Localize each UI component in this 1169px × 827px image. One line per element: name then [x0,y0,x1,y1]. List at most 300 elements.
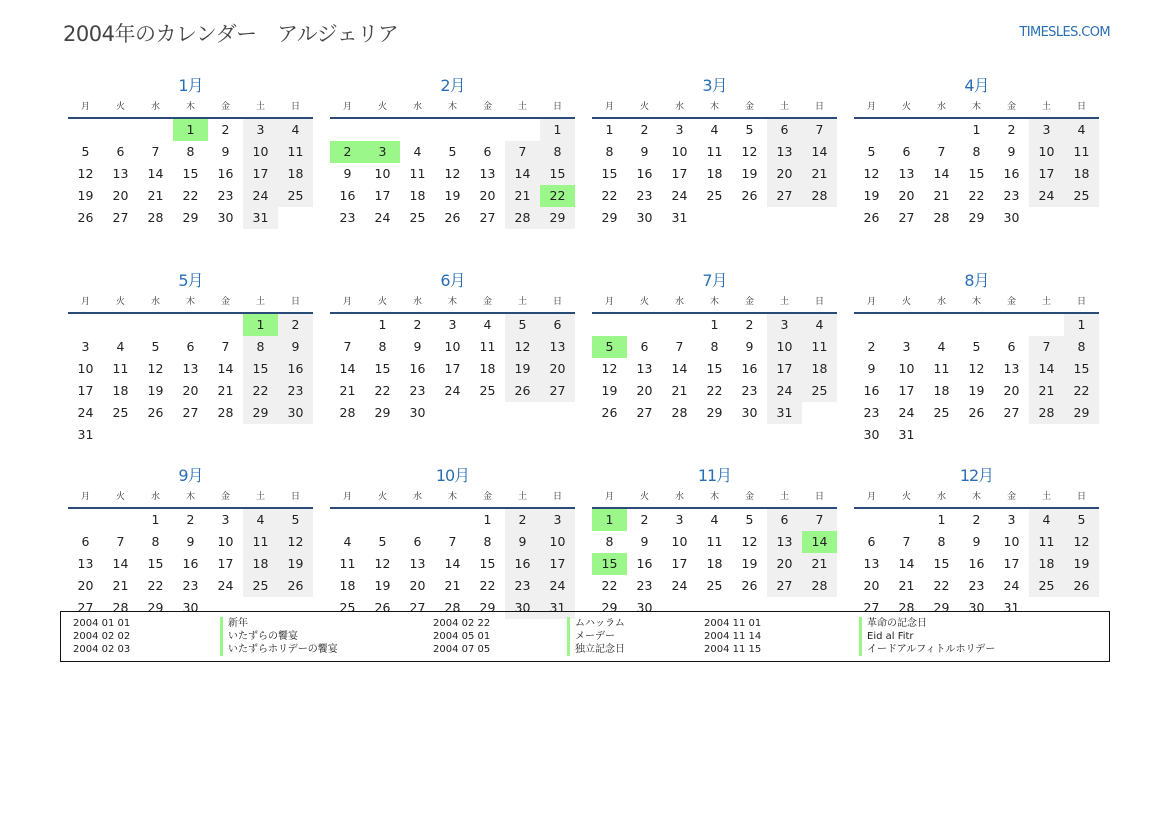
day-cell: 27 [767,575,802,597]
empty-cell [435,119,470,141]
holiday-date: 2004 02 22 [433,618,491,629]
holiday-name: 革命の記念日 [859,617,995,630]
day-cell: 25 [1029,575,1064,597]
holiday-day: 5 [592,336,627,358]
day-cell: 30 [182,600,199,615]
weekday-label: 木 [447,297,457,307]
day-cell: 26 [601,405,618,420]
day-grid [330,119,575,229]
day-cell: 10 [898,361,915,376]
day-cell: 14 [147,166,164,181]
weekday-label: 金 [744,492,754,502]
day-cell: 24 [767,380,802,402]
day-cell: 26 [968,405,985,420]
day-cell: 2 [1007,122,1016,137]
day-cell: 6 [81,534,90,549]
day-cell: 21 [217,383,234,398]
day-cell: 23 [182,578,199,593]
weekday-label: 木 [447,102,457,112]
day-cell: 20 [112,188,129,203]
day-cell: 6 [767,509,802,531]
day-cell: 18 [1029,553,1064,575]
month-calendar [330,74,575,267]
weekday-label: 日 [290,492,300,502]
day-cell: 10 [243,141,278,163]
weekday-label: 水 [936,492,946,502]
day-cell: 9 [640,144,649,159]
weekday-header [68,488,313,509]
weekday-label: 月 [80,297,90,307]
month-calendar [592,74,837,267]
day-cell: 10 [217,534,234,549]
day-cell: 17 [217,556,234,571]
holiday-day: 1 [173,119,208,141]
day-cell: 5 [448,144,457,159]
day-cell: 4 [710,512,719,527]
holiday-name: いたずらホリデーの饗宴 [220,643,338,656]
empty-cell [330,314,365,336]
day-cell: 24 [374,210,391,225]
day-cell: 30 [636,210,653,225]
weekday-label: 月 [866,102,876,112]
day-cell: 4 [1029,509,1064,531]
day-grid [592,509,837,619]
day-cell: 28 [217,405,234,420]
day-cell: 31 [77,427,94,442]
day-grid [854,314,1099,446]
weekday-label: 月 [604,492,614,502]
day-cell: 1 [972,122,981,137]
day-cell: 26 [741,578,758,593]
day-cell: 8 [186,144,195,159]
day-cell: 16 [339,188,356,203]
day-cell: 30 [1003,210,1020,225]
weekday-label: 土 [255,492,265,502]
day-cell: 20 [636,383,653,398]
day-cell: 27 [182,405,199,420]
day-cell: 15 [601,166,618,181]
day-cell: 8 [605,144,614,159]
day-cell: 6 [186,339,195,354]
day-cell: 3 [540,509,575,531]
weekday-label: 金 [220,492,230,502]
empty-cell [435,509,470,531]
month-calendar [592,269,837,462]
day-cell: 22 [182,188,199,203]
day-cell: 29 [147,600,164,615]
day-cell: 3 [1007,512,1016,527]
day-cell: 28 [444,600,461,615]
weekday-label: 火 [901,492,911,502]
empty-cell [924,119,959,141]
weekday-label: 火 [639,297,649,307]
day-cell: 7 [802,119,837,141]
day-cell: 31 [540,597,575,619]
day-cell: 8 [1064,336,1099,358]
day-cell: 24 [1003,578,1020,593]
day-cell: 25 [243,575,278,597]
day-cell: 18 [802,358,837,380]
day-cell: 6 [116,144,125,159]
day-cell: 24 [671,578,688,593]
day-cell: 6 [902,144,911,159]
day-cell: 7 [221,339,230,354]
day-cell: 19 [741,556,758,571]
day-cell: 28 [339,405,356,420]
day-cell: 1 [605,122,614,137]
calendar-grid [68,74,1099,657]
weekday-label: 火 [115,102,125,112]
day-cell: 7 [902,534,911,549]
weekday-label: 火 [377,492,387,502]
day-cell: 18 [278,163,313,185]
day-cell: 30 [409,405,426,420]
day-cell: 18 [409,188,426,203]
day-cell: 15 [968,166,985,181]
empty-cell [68,509,103,531]
month-name: 11月 [697,466,732,485]
holiday-date: 2004 02 02 [73,631,131,642]
day-cell: 7 [505,141,540,163]
day-cell: 8 [972,144,981,159]
holiday-name: 新年 [220,617,338,630]
day-cell: 19 [77,188,94,203]
day-cell: 28 [933,210,950,225]
empty-cell [103,314,138,336]
day-cell: 23 [409,383,426,398]
day-cell: 23 [636,578,653,593]
day-cell: 25 [933,405,950,420]
holiday-name: 独立記念日 [567,643,625,656]
day-cell: 14 [339,361,356,376]
weekday-label: 水 [412,297,422,307]
day-cell: 25 [706,188,723,203]
weekday-label: 土 [255,102,265,112]
weekday-header [330,293,575,314]
day-cell: 29 [243,402,278,424]
day-cell: 29 [968,210,985,225]
weekday-label: 土 [779,297,789,307]
day-cell: 2 [972,512,981,527]
site-link[interactable]: TIMESLES.COM [1019,25,1110,40]
day-cell: 17 [540,553,575,575]
empty-cell [138,314,173,336]
day-cell: 20 [479,188,496,203]
day-cell: 21 [1029,380,1064,402]
weekday-label: 水 [674,492,684,502]
weekday-label: 木 [709,297,719,307]
day-cell: 23 [278,380,313,402]
weekday-label: 水 [150,492,160,502]
weekday-label: 木 [709,102,719,112]
day-cell: 17 [671,166,688,181]
weekday-label: 金 [1006,492,1016,502]
day-cell: 16 [741,361,758,376]
weekday-label: 月 [80,492,90,502]
holiday-date: 2004 11 14 [704,631,762,642]
weekday-label: 木 [185,102,195,112]
day-cell: 4 [278,119,313,141]
day-cell: 26 [77,210,94,225]
day-cell: 29 [374,405,391,420]
holiday-day: 3 [365,141,400,163]
day-cell: 3 [448,317,457,332]
day-grid [330,509,575,619]
day-cell: 8 [483,534,492,549]
weekday-header [330,98,575,119]
weekday-label: 月 [80,102,90,112]
day-grid [854,119,1099,229]
day-cell: 15 [147,556,164,571]
day-cell: 24 [898,405,915,420]
day-cell: 21 [147,188,164,203]
holiday-day: 2 [330,141,365,163]
weekday-header [68,293,313,314]
day-cell: 26 [278,575,313,597]
day-cell: 21 [671,383,688,398]
day-cell: 18 [243,553,278,575]
day-cell: 11 [339,556,356,571]
day-cell: 11 [933,361,950,376]
day-cell: 17 [444,361,461,376]
day-cell: 12 [601,361,618,376]
day-cell: 19 [601,383,618,398]
empty-cell [330,509,365,531]
empty-cell [400,119,435,141]
day-cell: 10 [767,336,802,358]
weekday-label: 日 [814,102,824,112]
day-cell: 1 [710,317,719,332]
day-cell: 29 [1064,402,1099,424]
weekday-label: 金 [1006,102,1016,112]
day-cell: 28 [802,575,837,597]
weekday-label: 金 [482,492,492,502]
day-cell: 29 [479,600,496,615]
day-cell: 20 [409,578,426,593]
day-cell: 26 [147,405,164,420]
day-cell: 17 [374,188,391,203]
empty-cell [400,509,435,531]
month-calendar [854,74,1099,267]
day-cell: 11 [1029,531,1064,553]
day-cell: 27 [636,405,653,420]
day-cell: 4 [483,317,492,332]
day-cell: 24 [77,405,94,420]
day-cell: 4 [802,314,837,336]
day-cell: 10 [671,534,688,549]
day-cell: 28 [112,600,129,615]
month-name: 9月 [178,466,203,485]
empty-cell [68,119,103,141]
weekday-header [854,293,1099,314]
weekday-label: 金 [220,297,230,307]
weekday-label: 月 [342,102,352,112]
day-cell: 10 [1029,141,1064,163]
day-cell: 12 [77,166,94,181]
day-cell: 12 [741,144,758,159]
day-cell: 24 [444,383,461,398]
weekday-label: 月 [604,102,614,112]
day-cell: 16 [409,361,426,376]
day-cell: 5 [81,144,90,159]
holiday-day: 1 [592,509,627,531]
day-cell: 16 [505,553,540,575]
day-cell: 23 [1003,188,1020,203]
day-cell: 5 [505,314,540,336]
empty-cell [854,119,889,141]
day-cell: 24 [671,188,688,203]
day-cell: 10 [1003,534,1020,549]
day-cell: 27 [479,210,496,225]
holiday-date: 2004 05 01 [433,631,491,642]
empty-cell [103,119,138,141]
day-cell: 22 [147,578,164,593]
day-cell: 31 [1003,600,1020,615]
day-cell: 6 [640,339,649,354]
day-cell: 23 [636,188,653,203]
day-cell: 4 [1064,119,1099,141]
day-cell: 30 [505,597,540,619]
day-cell: 11 [479,339,496,354]
day-cell: 20 [863,578,880,593]
day-cell: 16 [636,166,653,181]
day-cell: 19 [741,166,758,181]
holiday-day: 15 [592,553,627,575]
day-cell: 18 [112,383,129,398]
weekday-label: 日 [1076,492,1086,502]
day-grid [330,314,575,424]
day-cell: 2 [186,512,195,527]
empty-cell [959,314,994,336]
day-cell: 16 [1003,166,1020,181]
weekday-label: 日 [1076,102,1086,112]
weekday-label: 木 [185,492,195,502]
day-cell: 13 [898,166,915,181]
holiday-day: 22 [540,185,575,207]
day-cell: 26 [374,600,391,615]
day-cell: 9 [278,336,313,358]
weekday-label: 日 [290,297,300,307]
day-cell: 18 [339,578,356,593]
month-calendar [330,269,575,462]
day-cell: 18 [706,556,723,571]
day-cell: 30 [741,405,758,420]
day-cell: 25 [1064,185,1099,207]
weekday-label: 月 [866,297,876,307]
day-cell: 7 [1029,336,1064,358]
day-cell: 24 [243,185,278,207]
day-cell: 5 [378,534,387,549]
empty-cell [208,314,243,336]
day-cell: 26 [505,380,540,402]
empty-cell [505,119,540,141]
day-cell: 13 [863,556,880,571]
weekday-label: 日 [552,492,562,502]
day-cell: 12 [505,336,540,358]
weekday-label: 水 [936,102,946,112]
weekday-label: 火 [639,492,649,502]
day-cell: 3 [221,512,230,527]
day-grid [592,119,837,229]
day-cell: 23 [863,405,880,420]
day-cell: 8 [710,339,719,354]
day-cell: 19 [444,188,461,203]
day-cell: 9 [505,531,540,553]
day-cell: 11 [802,336,837,358]
day-cell: 14 [505,163,540,185]
day-cell: 3 [902,339,911,354]
day-cell: 26 [863,210,880,225]
day-cell: 21 [933,188,950,203]
weekday-label: 土 [517,492,527,502]
day-cell: 11 [706,534,723,549]
day-cell: 5 [867,144,876,159]
day-cell: 5 [278,509,313,531]
day-cell: 22 [374,383,391,398]
day-cell: 27 [540,380,575,402]
day-cell: 2 [413,317,422,332]
holiday-date: 2004 02 03 [73,644,131,655]
weekday-label: 木 [709,492,719,502]
empty-cell [924,314,959,336]
day-cell: 2 [505,509,540,531]
day-cell: 12 [374,556,391,571]
day-cell: 14 [671,361,688,376]
day-cell: 6 [767,119,802,141]
weekday-header [592,293,837,314]
day-cell: 28 [505,207,540,229]
day-cell: 15 [540,163,575,185]
weekday-label: 水 [936,297,946,307]
day-cell: 6 [540,314,575,336]
day-grid [68,119,313,229]
day-cell: 12 [968,361,985,376]
day-cell: 23 [217,188,234,203]
weekday-header [854,98,1099,119]
day-grid [592,314,837,424]
holiday-date: 2004 11 01 [704,618,762,629]
day-cell: 7 [116,534,125,549]
day-cell: 27 [409,600,426,615]
day-cell: 16 [636,556,653,571]
day-cell: 17 [767,358,802,380]
day-cell: 19 [147,383,164,398]
weekday-label: 月 [342,297,352,307]
empty-cell [365,119,400,141]
holiday-date: 2004 07 05 [433,644,491,655]
day-cell: 20 [767,553,802,575]
day-cell: 3 [675,122,684,137]
day-cell: 3 [675,512,684,527]
day-cell: 18 [479,361,496,376]
day-cell: 16 [278,358,313,380]
weekday-label: 日 [552,102,562,112]
day-cell: 2 [745,317,754,332]
weekday-label: 土 [1041,492,1051,502]
holiday-date: 2004 01 01 [73,618,131,629]
weekday-label: 水 [674,102,684,112]
day-cell: 10 [540,531,575,553]
holiday-name: ムハッラム [567,617,625,630]
day-cell: 14 [933,166,950,181]
day-cell: 11 [706,144,723,159]
month-name: 5月 [178,271,203,290]
day-cell: 1 [483,512,492,527]
day-cell: 17 [671,556,688,571]
day-cell: 25 [706,578,723,593]
weekday-label: 金 [482,297,492,307]
day-cell: 12 [278,531,313,553]
